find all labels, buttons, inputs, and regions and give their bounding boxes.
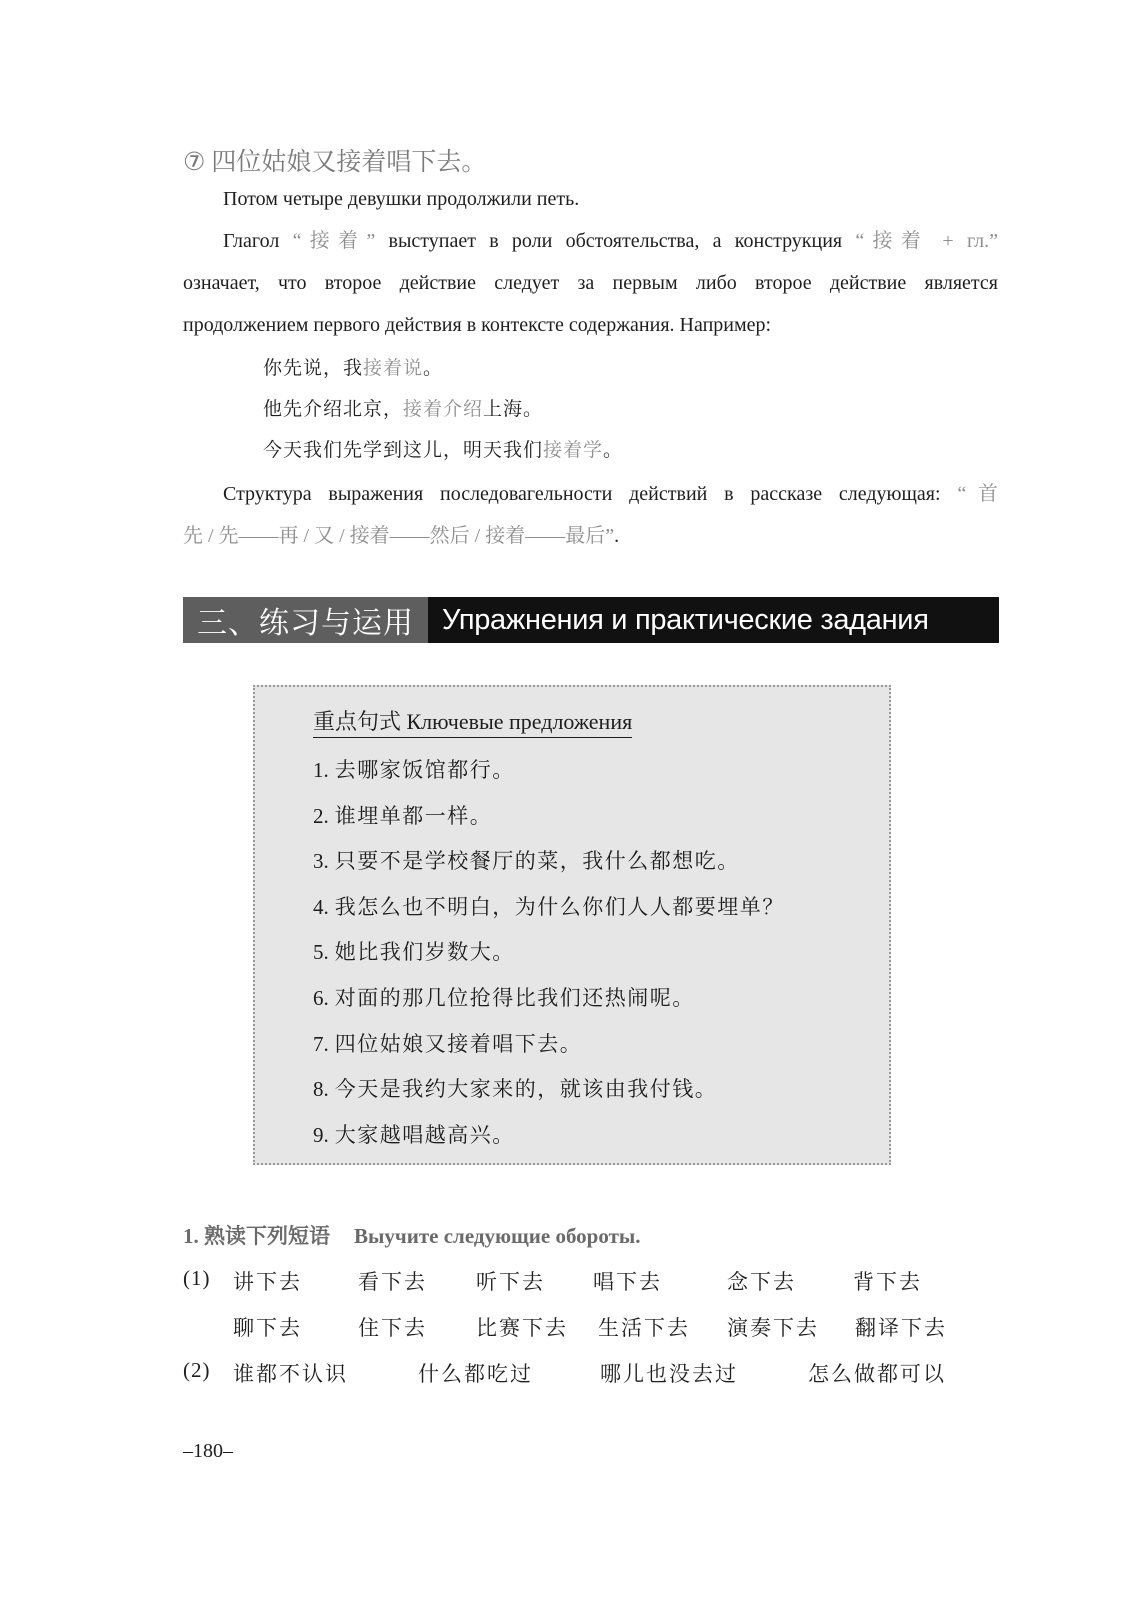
- key-sentence: 9. 大家越唱越高兴。: [313, 1122, 515, 1147]
- key-sentence: 5. 她比我们岁数大。: [313, 940, 515, 965]
- explanation-word: “接着”: [292, 230, 376, 252]
- example-line: 你先说，我接着说。: [263, 357, 444, 379]
- example-line: 他先介绍北京，接着介绍上海。: [263, 398, 544, 420]
- phrase: 唱下去: [593, 1270, 662, 1294]
- phrase: 听下去: [476, 1270, 545, 1294]
- phrase: 生活下去: [598, 1316, 690, 1340]
- key-sentence: 4. 我怎么也不明白，为什么你们人人都要埋单？: [313, 894, 785, 919]
- phrase: 看下去: [358, 1270, 427, 1294]
- key-sentence: 1. 去哪家饭馆都行。: [313, 758, 515, 782]
- explanation-line-1: [183, 220, 998, 262]
- example-line: 今天我们先学到这儿，明天我们接着学。: [263, 439, 624, 461]
- phrase: 背下去: [853, 1270, 922, 1294]
- phrase: 念下去: [727, 1270, 796, 1294]
- structure-line-1: Структура выражения последовагельности действий в рассказе следующая: “首: [223, 483, 998, 505]
- key-sentences-list: [313, 748, 785, 1158]
- phrase: 演奏下去: [727, 1316, 819, 1340]
- phrase: 住下去: [358, 1316, 427, 1340]
- exercise-title: [183, 1220, 641, 1250]
- key-sentence: 3. 只要不是学校餐厅的菜，我什么都想吃。: [313, 849, 740, 874]
- example-heading: [183, 142, 486, 178]
- phrase: 哪儿也没去过: [600, 1362, 738, 1386]
- exercise-title-russian: Выучите следующие обороты.: [354, 1224, 641, 1248]
- page-number: –180–: [183, 1440, 233, 1462]
- explanation-paragraph: [183, 220, 998, 346]
- key-sentence: 6. 对面的那几位抢得比我们还热闹呢。: [313, 985, 695, 1010]
- exercise-title-chinese: 1. 熟读下列短语: [183, 1224, 330, 1248]
- key-sentences-box: [253, 685, 891, 1165]
- explanation-role: выступает в роли обстоятельства, а конструкция: [388, 230, 843, 252]
- key-sentence: 8. 今天是我约大家来的，就该由我付钱。: [313, 1077, 718, 1102]
- phrase-row-1: [183, 1266, 983, 1312]
- phrase: 翻译下去: [855, 1316, 947, 1340]
- phrase: 什么都吃过: [418, 1362, 533, 1386]
- explanation-construction: “接着 + гл.”: [855, 230, 998, 252]
- section-title-russian: Упражнения и практические задания: [428, 597, 999, 643]
- key-sentence: 7. 四位姑娘又接着唱下去。: [313, 1031, 583, 1056]
- explanation-glagol: Глагол: [223, 230, 280, 252]
- explanation-line-3: продолжением первого действия в контексте содержания. Например:: [183, 314, 772, 336]
- row-label: (2): [183, 1358, 211, 1382]
- row-label: (1): [183, 1266, 211, 1290]
- structure-paragraph: [183, 473, 998, 557]
- example-sentences: [263, 348, 623, 471]
- phrase: 怎么做都可以: [808, 1362, 946, 1386]
- key-sentences-title: 重点句式 Ключевые предложения: [313, 705, 632, 738]
- phrase: 讲下去: [233, 1270, 302, 1294]
- phrase-row-2: [183, 1312, 983, 1358]
- phrase-row-3: [183, 1358, 983, 1404]
- example-sentence: 四位姑娘又接着唱下去。: [211, 147, 487, 176]
- key-sentence: 2. 谁埋单都一样。: [313, 803, 493, 828]
- phrase: 聊下去: [233, 1316, 302, 1340]
- phrase: 谁都不认识: [233, 1362, 348, 1386]
- structure-line-2: 先 / 先——再 / 又 / 接着——然后 / 接着——最后”.: [183, 525, 620, 547]
- section-title-chinese: 三、练习与运用: [183, 597, 428, 643]
- example-number: ⑦: [183, 147, 206, 176]
- translation-text: Потом четыре девушки продолжили петь.: [223, 188, 580, 210]
- phrase: 比赛下去: [476, 1316, 568, 1340]
- section-header: [183, 597, 999, 643]
- explanation-line-2: означает, что второе действие следует за первым либо второе действие является: [183, 272, 998, 294]
